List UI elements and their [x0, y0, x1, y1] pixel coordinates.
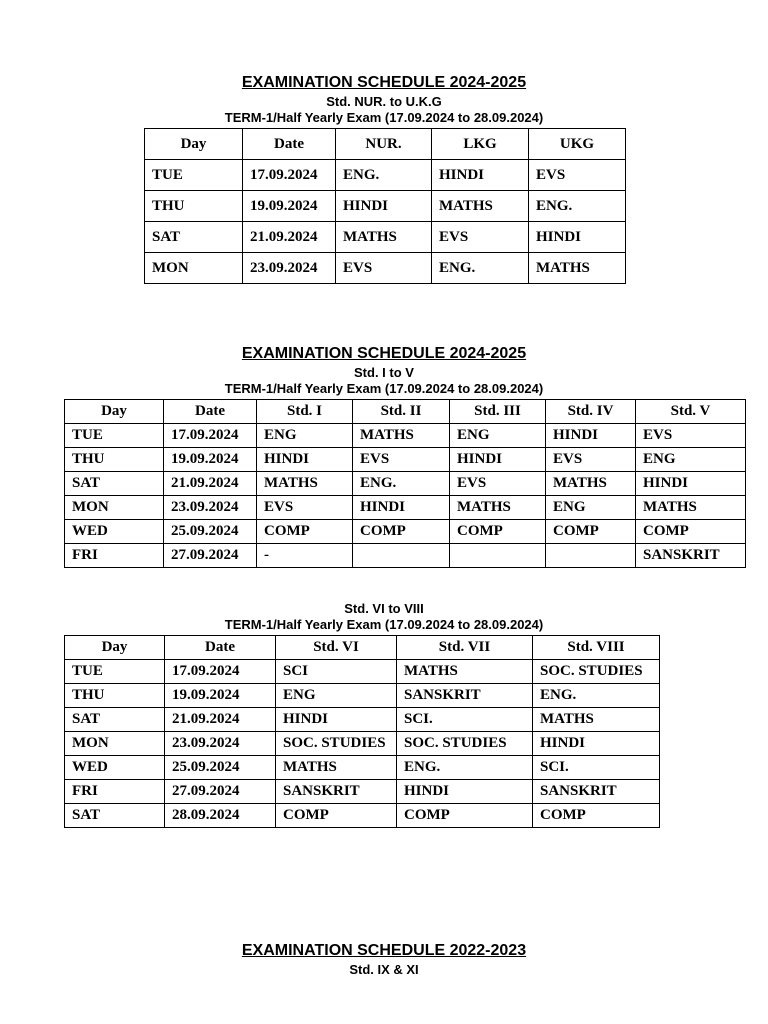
subject-cell: ENG. — [336, 160, 432, 191]
day-cell: THU — [65, 448, 164, 472]
date-cell: 17.09.2024 — [164, 424, 257, 448]
subject-cell: COMP — [353, 520, 450, 544]
date-cell: 19.09.2024 — [243, 191, 336, 222]
subject-cell: MATHS — [353, 424, 450, 448]
header-row — [65, 400, 746, 424]
table-row — [65, 472, 746, 496]
table-row — [65, 520, 746, 544]
subject-cell: SANSKRIT — [636, 544, 746, 568]
date-cell: 23.09.2024 — [164, 496, 257, 520]
day-cell: SAT — [145, 222, 243, 253]
subject-cell: SANSKRIT — [533, 780, 660, 804]
column-header: Std. VII — [397, 636, 533, 660]
subject-cell: COMP — [397, 804, 533, 828]
table-row — [65, 780, 660, 804]
column-header: UKG — [529, 129, 626, 160]
subject-cell: SOC. STUDIES — [397, 732, 533, 756]
column-header: Date — [164, 400, 257, 424]
day-cell: WED — [65, 520, 164, 544]
schedule-table-nur-ukg — [144, 128, 626, 284]
subject-cell: COMP — [546, 520, 636, 544]
subject-cell: MATHS — [450, 496, 546, 520]
subject-cell: ENG. — [533, 684, 660, 708]
table-row — [65, 756, 660, 780]
table-row — [145, 253, 626, 284]
subject-cell: MATHS — [257, 472, 353, 496]
day-cell: TUE — [65, 660, 165, 684]
subject-cell: SANSKRIT — [397, 684, 533, 708]
subject-cell: HINDI — [533, 732, 660, 756]
subject-cell: EVS — [546, 448, 636, 472]
term-heading-vi-viii: TERM-1/Half Yearly Exam (17.09.2024 to 28.09.2024) — [224, 617, 544, 632]
table-row — [65, 804, 660, 828]
subject-cell: ENG — [276, 684, 397, 708]
day-cell: THU — [145, 191, 243, 222]
subject-cell: MATHS — [432, 191, 529, 222]
date-cell: 23.09.2024 — [243, 253, 336, 284]
schedule-title-std-i-v: EXAMINATION SCHEDULE 2024-2025 — [241, 345, 527, 362]
subject-cell: SCI — [276, 660, 397, 684]
subject-cell: MATHS — [636, 496, 746, 520]
column-header: Day — [65, 400, 164, 424]
day-cell: MON — [145, 253, 243, 284]
column-header: Date — [165, 636, 276, 660]
column-header: Std. V — [636, 400, 746, 424]
subject-cell: HINDI — [450, 448, 546, 472]
subject-cell — [546, 544, 636, 568]
schedule-title-nur-ukg: EXAMINATION SCHEDULE 2024-2025 — [241, 74, 527, 91]
table-row — [145, 160, 626, 191]
column-header: Day — [145, 129, 243, 160]
date-cell: 25.09.2024 — [164, 520, 257, 544]
table-row — [65, 448, 746, 472]
column-header: Std. III — [450, 400, 546, 424]
term-heading-i-v: TERM-1/Half Yearly Exam (17.09.2024 to 28.09.2024) — [224, 381, 544, 396]
date-cell: 23.09.2024 — [165, 732, 276, 756]
subject-cell: ENG — [450, 424, 546, 448]
day-cell: MON — [65, 496, 164, 520]
subject-cell: EVS — [450, 472, 546, 496]
std-heading-vi-viii: Std. VI to VIII — [344, 601, 424, 616]
schedule-table-std-i-v — [64, 399, 746, 568]
table-row — [145, 222, 626, 253]
subject-cell: EVS — [336, 253, 432, 284]
date-cell: 19.09.2024 — [164, 448, 257, 472]
table-row — [145, 191, 626, 222]
subject-cell: EVS — [529, 160, 626, 191]
date-cell: 25.09.2024 — [165, 756, 276, 780]
schedule-table-std-vi-viii — [64, 635, 660, 828]
day-cell: WED — [65, 756, 165, 780]
subject-cell: MATHS — [529, 253, 626, 284]
day-cell: TUE — [65, 424, 164, 448]
subject-cell: MATHS — [397, 660, 533, 684]
day-cell: SAT — [65, 804, 165, 828]
subject-cell: EVS — [353, 448, 450, 472]
subject-cell: HINDI — [257, 448, 353, 472]
subject-cell: MATHS — [546, 472, 636, 496]
subject-cell: ENG — [546, 496, 636, 520]
schedule-title-std-ix-xi: EXAMINATION SCHEDULE 2022-2023 — [241, 942, 527, 959]
date-cell: 21.09.2024 — [164, 472, 257, 496]
subject-cell: EVS — [432, 222, 529, 253]
day-cell: MON — [65, 732, 165, 756]
subject-cell: COMP — [450, 520, 546, 544]
std-heading-ix-xi: Std. IX & XI — [349, 962, 419, 977]
subject-cell: SOC. STUDIES — [533, 660, 660, 684]
subject-cell: MATHS — [276, 756, 397, 780]
column-header: NUR. — [336, 129, 432, 160]
term-heading-nur-ukg: TERM-1/Half Yearly Exam (17.09.2024 to 28.09.2024) — [224, 110, 544, 125]
day-cell: SAT — [65, 708, 165, 732]
subject-cell: SANSKRIT — [276, 780, 397, 804]
date-cell: 17.09.2024 — [243, 160, 336, 191]
day-cell: THU — [65, 684, 165, 708]
table-row — [65, 660, 660, 684]
subject-cell — [450, 544, 546, 568]
table-row — [65, 684, 660, 708]
subject-cell: ENG. — [529, 191, 626, 222]
subject-cell: ENG. — [397, 756, 533, 780]
subject-cell: HINDI — [397, 780, 533, 804]
column-header: Std. II — [353, 400, 450, 424]
day-cell: TUE — [145, 160, 243, 191]
subject-cell: COMP — [636, 520, 746, 544]
day-cell: FRI — [65, 780, 165, 804]
date-cell: 27.09.2024 — [164, 544, 257, 568]
subject-cell: ENG. — [432, 253, 529, 284]
column-header: LKG — [432, 129, 529, 160]
table-row — [65, 732, 660, 756]
date-cell: 21.09.2024 — [165, 708, 276, 732]
subject-cell: MATHS — [336, 222, 432, 253]
column-header: Std. IV — [546, 400, 636, 424]
subject-cell: COMP — [533, 804, 660, 828]
date-cell: 27.09.2024 — [165, 780, 276, 804]
subject-cell: EVS — [257, 496, 353, 520]
header-row — [145, 129, 626, 160]
subject-cell: ENG — [257, 424, 353, 448]
subject-cell — [353, 544, 450, 568]
date-cell: 28.09.2024 — [165, 804, 276, 828]
subject-cell: HINDI — [432, 160, 529, 191]
subject-cell: ENG. — [353, 472, 450, 496]
subject-cell: HINDI — [529, 222, 626, 253]
subject-cell: MATHS — [533, 708, 660, 732]
subject-cell: SOC. STUDIES — [276, 732, 397, 756]
subject-cell: EVS — [636, 424, 746, 448]
subject-cell: HINDI — [636, 472, 746, 496]
column-header: Day — [65, 636, 165, 660]
day-cell: SAT — [65, 472, 164, 496]
table-row — [65, 544, 746, 568]
column-header: Std. VI — [276, 636, 397, 660]
column-header: Date — [243, 129, 336, 160]
subject-cell: COMP — [257, 520, 353, 544]
subject-cell: HINDI — [353, 496, 450, 520]
date-cell: 19.09.2024 — [165, 684, 276, 708]
subject-cell: HINDI — [276, 708, 397, 732]
header-row — [65, 636, 660, 660]
subject-cell: - — [257, 544, 353, 568]
subject-cell: SCI. — [533, 756, 660, 780]
table-row — [65, 708, 660, 732]
subject-cell: HINDI — [336, 191, 432, 222]
table-row — [65, 424, 746, 448]
std-heading-i-v: Std. I to V — [354, 365, 414, 380]
column-header: Std. VIII — [533, 636, 660, 660]
column-header: Std. I — [257, 400, 353, 424]
day-cell: FRI — [65, 544, 164, 568]
table-row — [65, 496, 746, 520]
subject-cell: HINDI — [546, 424, 636, 448]
date-cell: 17.09.2024 — [165, 660, 276, 684]
subject-cell: COMP — [276, 804, 397, 828]
date-cell: 21.09.2024 — [243, 222, 336, 253]
subject-cell: ENG — [636, 448, 746, 472]
std-heading-nur-ukg: Std. NUR. to U.K.G — [326, 94, 442, 109]
subject-cell: SCI. — [397, 708, 533, 732]
